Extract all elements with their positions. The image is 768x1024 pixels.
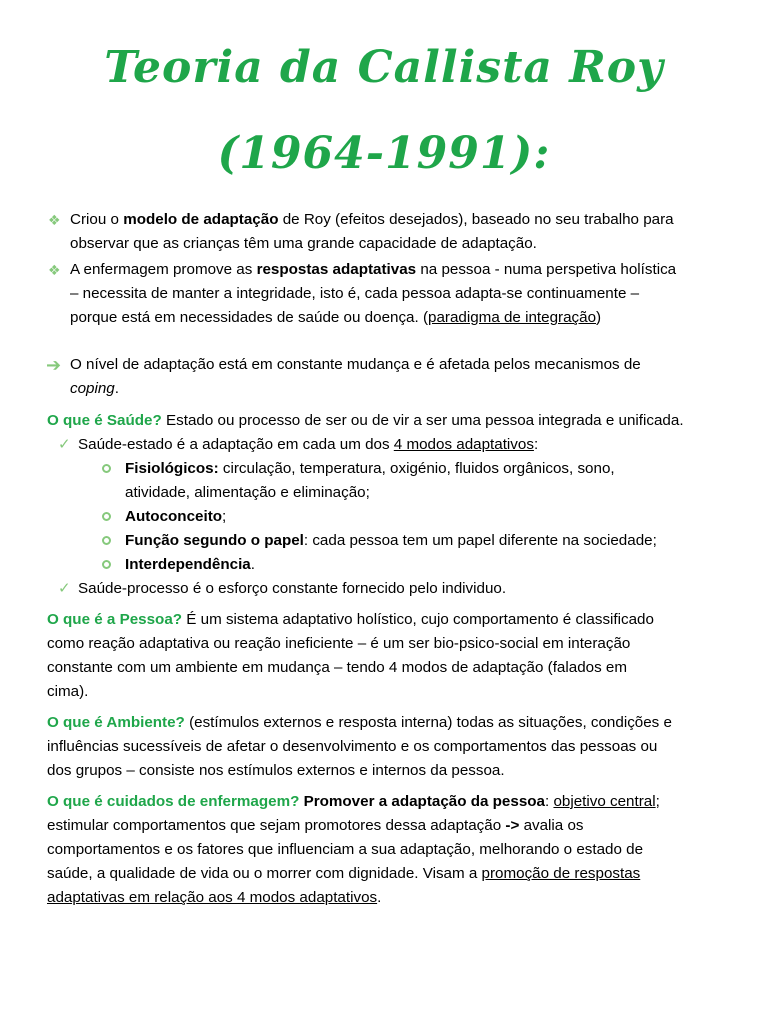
ambiente-line-2: influências sucessíveis de afetar o desenvolvimento e os comportamentos das pessoas ou — [47, 738, 658, 755]
mode-2: Autoconceito; — [125, 508, 227, 525]
cuidados-line-2: estimular comportamentos que sejam promotores dessa adaptação -> avalia os — [47, 817, 584, 834]
saude-paragraph: O que é Saúde? Estado ou processo de ser ou de vir a ser uma pessoa integrada e unificada. — [47, 412, 684, 429]
mode-1-line-2: atividade, alimentação e eliminação; — [125, 484, 370, 501]
cuidados-line-4: saúde, a qualidade de vida ou o morrer com dignidade. Visam a promoção de respostas — [47, 865, 641, 882]
arrow-note-line-2: coping. — [70, 380, 119, 397]
title-line-2: (1964-1991): — [217, 128, 551, 179]
arrow-note-line-1: O nível de adaptação está em constante mudança e é afetada pelos mecanismos de — [70, 356, 641, 373]
diamond-bullet-icon: ❖ — [48, 262, 61, 278]
checkmark-icon: ✓ — [58, 580, 71, 597]
bullet-2-line-1: A enfermagem promove as respostas adaptativas na pessoa - numa perspetiva holística — [70, 261, 677, 278]
mode-3: Função segundo o papel: cada pessoa tem um papel diferente na sociedade; — [125, 532, 657, 549]
pessoa-line-1: O que é a Pessoa? É um sistema adaptativo holístico, cujo comportamento é classificado — [47, 611, 654, 628]
mode-4: Interdependência. — [125, 556, 255, 573]
bullet-2-line-2: – necessita de manter a integridade, isto é, cada pessoa adapta-se continuamente – — [70, 285, 640, 302]
pessoa-line-3: constante com um ambiente em mudança – tendo 4 modos de adaptação (falados em — [47, 659, 628, 676]
title-line-1: Teoria da Callista Roy — [104, 42, 664, 93]
cuidados-line-1: O que é cuidados de enfermagem? Promover a adaptação da pessoa: objetivo central; — [47, 793, 660, 810]
circle-bullet-icon — [102, 560, 111, 569]
circle-bullet-icon — [102, 536, 111, 545]
pessoa-line-2: como reação adaptativa ou reação ineficiente – é um ser bio-psico-social em interação — [47, 635, 631, 652]
saude-check-1: Saúde-estado é a adaptação em cada um dos 4 modos adaptativos: — [78, 436, 539, 453]
bullet-1-line-2: observar que as crianças têm uma grande capacidade de adaptação. — [70, 235, 537, 252]
mode-1-line-1: Fisiológicos: circulação, temperatura, oxigénio, fluidos orgânicos, sono, — [125, 460, 615, 477]
cuidados-line-5: adaptativas em relação aos 4 modos adaptativos. — [47, 889, 382, 906]
ambiente-line-1: O que é Ambiente? (estímulos externos e resposta interna) todas as situações, condições e — [47, 714, 672, 731]
checkmark-icon: ✓ — [58, 436, 71, 453]
ambiente-line-3: dos grupos – consiste nos estímulos externos e internos da pessoa. — [47, 762, 505, 779]
saude-check-2: Saúde-processo é o esforço constante fornecido pelo individuo. — [78, 580, 507, 597]
pessoa-line-4: cima). — [47, 683, 89, 700]
bullet-2-line-3: porque está em necessidades de saúde ou doença. (paradigma de integração) — [70, 309, 602, 326]
diamond-bullet-icon: ❖ — [48, 212, 61, 228]
circle-bullet-icon — [102, 512, 111, 521]
circle-bullet-icon — [102, 464, 111, 473]
cuidados-line-3: comportamentos e os fatores que influenciam a sua adaptação, melhorando o estado de — [47, 841, 644, 858]
bullet-1-line-1: Criou o modelo de adaptação de Roy (efeitos desejados), baseado no seu trabalho para — [70, 211, 674, 228]
arrow-right-icon: ➔ — [46, 355, 62, 375]
